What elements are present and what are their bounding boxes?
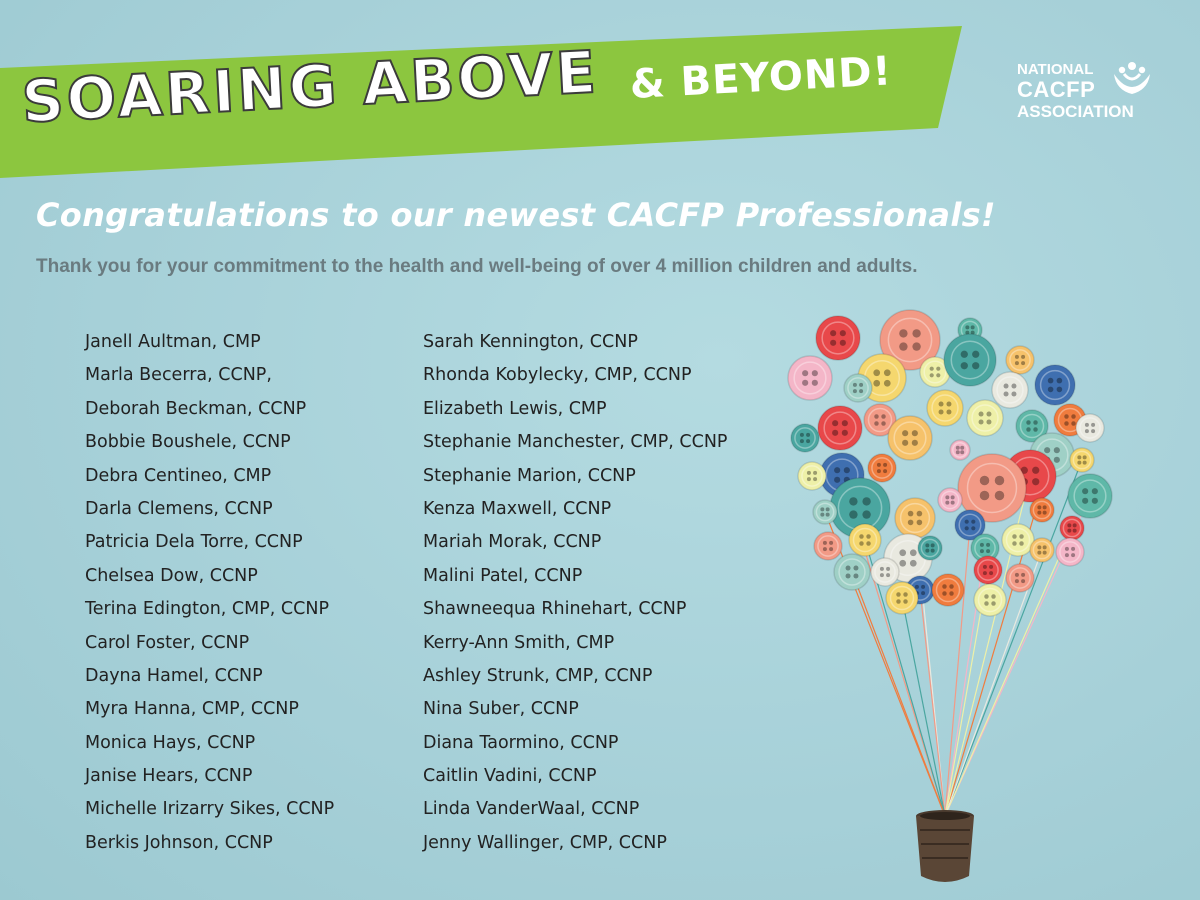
button-shape — [1006, 346, 1034, 374]
list-item: Kenza Maxwell, CCNP — [423, 498, 612, 519]
list-item: Janell Aultman, CMP — [85, 332, 261, 352]
button-shape — [938, 488, 962, 512]
button-shape — [834, 554, 870, 590]
list-item: Diana Taormino, CCNP — [423, 732, 619, 753]
list-item: Monica Hays, CCNP — [85, 732, 256, 753]
button-shape — [849, 524, 881, 556]
button-shape — [918, 536, 942, 560]
button-shape — [868, 454, 896, 482]
list-item: Patricia Dela Torre, CCNP — [85, 532, 303, 553]
list-item: Kerry-Ann Smith, CMP — [423, 632, 615, 653]
button-shape — [932, 574, 964, 606]
list-item: Marla Becerra, CCNP, — [85, 365, 272, 386]
button-shape — [1060, 516, 1084, 540]
button-shape — [895, 498, 935, 538]
list-item: Jenny Wallinger, CMP, CCNP — [423, 832, 667, 853]
button-shape — [818, 406, 862, 450]
list-item: Berkis Johnson, CCNP — [85, 832, 273, 853]
string-line — [902, 598, 945, 816]
list-item: Mariah Morak, CCNP — [423, 532, 602, 553]
button-shape — [813, 500, 837, 524]
list-item: Shawneequa Rhinehart, CCNP — [423, 599, 687, 620]
button-balloon-illustration — [770, 300, 1150, 890]
logo-line-1: NATIONAL — [1017, 61, 1094, 78]
button-shape — [967, 400, 1003, 436]
button-shape — [1006, 564, 1034, 592]
list-item: Stephanie Marion, CCNP — [423, 465, 636, 486]
names-list-left — [85, 330, 334, 864]
list-item: Elizabeth Lewis, CMP — [423, 398, 607, 419]
button-shape — [927, 390, 963, 426]
button-shape — [1076, 414, 1104, 442]
button-shape — [1056, 538, 1084, 566]
button-shape — [798, 462, 826, 490]
button-shape — [974, 556, 1002, 584]
headline: Congratulations to our newest CACFP Professionals! — [36, 196, 996, 234]
association-logo — [1014, 60, 1164, 124]
logo-line-2: CACFP — [1017, 77, 1096, 102]
list-item: Myra Hanna, CMP, CCNP — [85, 699, 299, 720]
logo-line-3: ASSOCIATION — [1017, 102, 1134, 121]
list-item: Terina Edington, CMP, CCNP — [85, 599, 330, 620]
list-item: Deborah Beckman, CCNP — [85, 398, 307, 419]
button-shape — [1035, 365, 1075, 405]
list-item: Debra Centineo, CMP — [85, 465, 272, 486]
list-item: Bobbie Boushele, CCNP — [85, 432, 291, 453]
button-shape — [886, 582, 918, 614]
button-shape — [1030, 498, 1054, 522]
button-shape — [1070, 448, 1094, 472]
list-item: Chelsea Dow, CCNP — [85, 565, 258, 586]
title-main: SOARING ABOVE — [20, 37, 601, 136]
button-shape — [1068, 474, 1112, 518]
button-shape — [992, 372, 1028, 408]
list-item: Michelle Irizarry Sikes, CCNP — [85, 799, 335, 820]
thimble-icon — [916, 810, 974, 882]
list-item: Malini Patel, CCNP — [423, 565, 583, 586]
list-item: Carol Foster, CCNP — [85, 632, 250, 653]
names-list-right — [423, 330, 727, 864]
people-circle-icon — [1110, 60, 1160, 100]
button-shape — [944, 334, 996, 386]
button-shape — [1030, 538, 1054, 562]
button-shape — [974, 584, 1006, 616]
list-item: Ashley Strunk, CMP, CCNP — [423, 665, 653, 686]
button-shape — [791, 424, 819, 452]
subheadline: Thank you for your commitment to the health and well-being of over 4 million children and adults. — [36, 256, 918, 277]
button-shape — [1002, 524, 1034, 556]
balloon-buttons — [788, 310, 1112, 616]
button-shape — [950, 440, 970, 460]
list-item: Sarah Kennington, CCNP — [423, 332, 638, 352]
button-shape — [844, 374, 872, 402]
list-item: Nina Suber, CCNP — [423, 699, 579, 720]
list-item: Rhonda Kobylecky, CMP, CCNP — [423, 365, 692, 386]
list-item: Linda VanderWaal, CCNP — [423, 799, 640, 820]
button-shape — [814, 532, 842, 560]
list-item: Stephanie Manchester, CMP, CCNP — [423, 432, 728, 453]
button-shape — [816, 316, 860, 360]
list-item: Darla Clemens, CCNP — [85, 498, 273, 519]
button-shape — [888, 416, 932, 460]
button-shape — [788, 356, 832, 400]
list-item: Caitlin Vadini, CCNP — [423, 766, 597, 787]
list-item: Dayna Hamel, CCNP — [85, 665, 263, 686]
title-sub: & BEYOND! — [628, 48, 893, 108]
button-shape — [871, 558, 899, 586]
list-item: Janise Hears, CCNP — [85, 766, 253, 787]
